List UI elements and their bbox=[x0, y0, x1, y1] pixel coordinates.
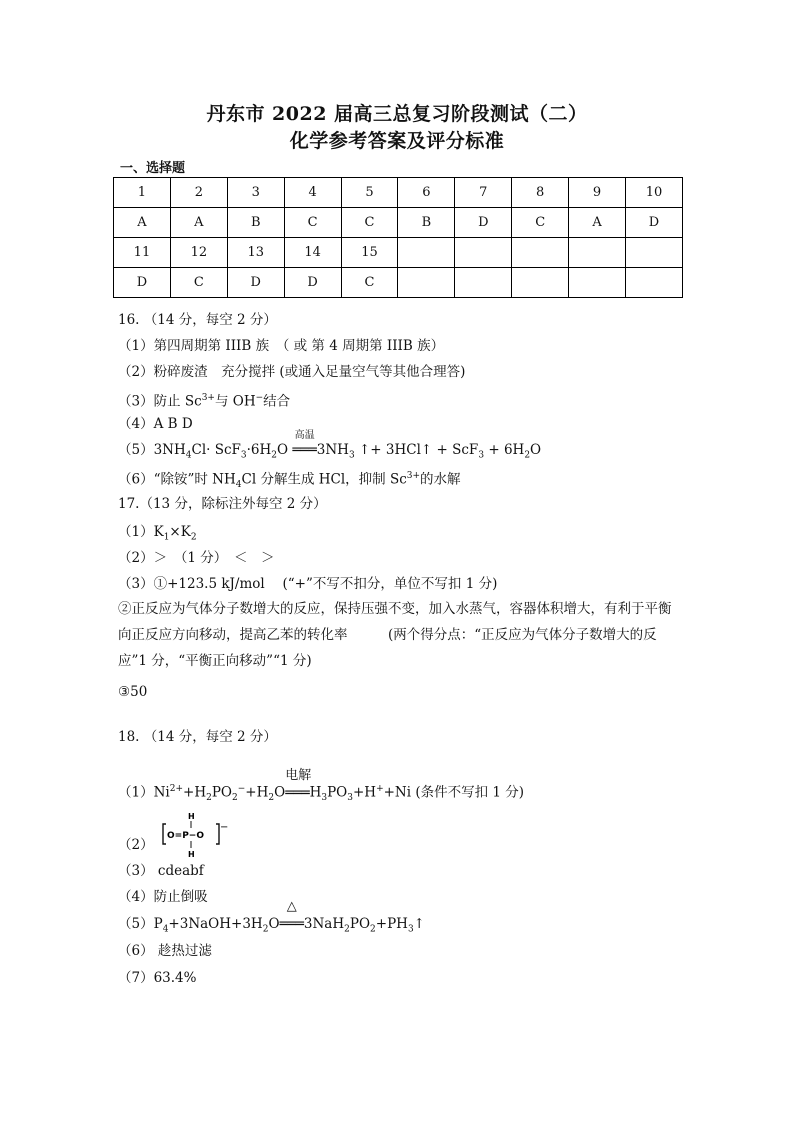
table-cell: C bbox=[341, 208, 398, 238]
reaction-condition bbox=[292, 430, 317, 459]
superscript: − bbox=[255, 393, 264, 403]
answer-table bbox=[113, 177, 683, 298]
table-cell: 7 bbox=[455, 178, 512, 208]
q17-header: 17.（13 分，除标注外每空 2 分） bbox=[118, 496, 327, 512]
title-line-2: 化学参考答案及评分标准 bbox=[289, 130, 505, 152]
q17-answer-3: （3）①+123.5 kJ/mol (“+”不写不扣分，单位不写扣 1 分) bbox=[118, 576, 498, 592]
table-cell bbox=[569, 268, 626, 298]
q16-answer-5: $(5)3NH_4Cl\cdot ScF_3\cdot 6H_2O$ 高温 $═══3NH_3$ ↑+ 3HCl↑ + $ScF_3 + 6H_2O$ bbox=[118, 441, 541, 465]
table-cell: 15 bbox=[341, 238, 398, 268]
q16-answer-4: （4）A B D bbox=[118, 416, 193, 432]
table-cell: D bbox=[626, 208, 683, 238]
table-cell: C bbox=[170, 268, 227, 298]
table-cell: A bbox=[114, 208, 171, 238]
reaction-condition: 电解 ═══ bbox=[285, 767, 312, 801]
table-row bbox=[114, 268, 683, 298]
table-cell: D bbox=[455, 208, 512, 238]
table-cell: 12 bbox=[170, 238, 227, 268]
table-row bbox=[114, 178, 683, 208]
q18-answer-3: （3） cdeabf bbox=[118, 863, 204, 879]
q18-answer-4: （4）防止倒吸 bbox=[118, 889, 208, 905]
table-cell: 1 bbox=[114, 178, 171, 208]
q18-answer-7: （7）63.4% bbox=[118, 970, 197, 986]
subscript: 1 bbox=[163, 532, 170, 543]
table-cell bbox=[569, 238, 626, 268]
table-cell: A bbox=[569, 208, 626, 238]
superscript: 3+ bbox=[201, 393, 215, 403]
table-cell: 14 bbox=[284, 238, 341, 268]
q17-answer-1 bbox=[118, 523, 197, 547]
q18-answer-5: $(5)P_4+3NaOH+3H_2O$ △ $═══3NaH_2PO_2+PH_3↑$ bbox=[118, 899, 425, 935]
table-cell: 5 bbox=[341, 178, 398, 208]
condition-label: 电解 bbox=[285, 767, 312, 783]
q16-answer-1: （1）第四周期第 IIIB 族 （ 或 第 4 周期第 IIIB 族） bbox=[118, 338, 445, 354]
q18-header: 18. （14 分，每空 2 分） bbox=[118, 729, 277, 745]
table-cell: B bbox=[227, 208, 284, 238]
text: ×K bbox=[169, 524, 191, 540]
table-cell bbox=[398, 238, 455, 268]
table-cell bbox=[455, 268, 512, 298]
table-cell: 9 bbox=[569, 178, 626, 208]
table-cell bbox=[512, 238, 569, 268]
hydrogen-top: H bbox=[188, 812, 195, 821]
text: （5）3NH bbox=[118, 442, 186, 458]
text: Cl 分解生成 HCl，抑制 Sc bbox=[241, 471, 407, 488]
table-cell bbox=[512, 268, 569, 298]
table-cell: C bbox=[341, 268, 398, 298]
q16-answer-3 bbox=[118, 389, 290, 411]
q16-answer-6: （6）“除铵”时 $NH_4Cl$ 分解生成 HCl，抑制 $Sc^{3+}$的水解 bbox=[118, 471, 461, 491]
title-line-1: 丹东市 2022 届高三总复习阶段测试（二） bbox=[206, 103, 588, 125]
text: (条件不写扣 1 分) bbox=[415, 784, 525, 801]
table-cell bbox=[398, 268, 455, 298]
text: （6）“除铵”时 NH bbox=[118, 471, 236, 488]
table-row bbox=[114, 208, 683, 238]
table-cell: 2 bbox=[170, 178, 227, 208]
text: 与 OH bbox=[214, 393, 256, 410]
structure-core: O=P−O bbox=[167, 831, 204, 841]
hypophosphite-structure bbox=[158, 808, 228, 860]
table-cell: 8 bbox=[512, 178, 569, 208]
subscript: 2 bbox=[190, 532, 197, 543]
table-cell: 3 bbox=[227, 178, 284, 208]
q18-answer-1: $(1)Ni^{2+}+H_2PO_2^-+H_2O$ 电解 $═══H_3PO_3+H^++Ni$ (条件不写扣 1 分) bbox=[118, 767, 525, 804]
q16-answer-2: （2）粉碎废渣 充分搅拌 (或通入足量空气等其他合理答) bbox=[118, 364, 466, 380]
charge: − bbox=[220, 822, 228, 833]
q17-answer-2: （2）＞ （1 分） ＜ ＞ bbox=[118, 550, 275, 566]
table-cell: 6 bbox=[398, 178, 455, 208]
table-cell: 10 bbox=[626, 178, 683, 208]
hydrogen-bottom: H bbox=[188, 850, 195, 859]
text: （3）防止 Sc bbox=[118, 393, 202, 410]
q17-answer-3-3: ③50 bbox=[118, 684, 148, 700]
text: 结合 bbox=[263, 393, 291, 410]
table-cell bbox=[626, 238, 683, 268]
heat-symbol: △ bbox=[286, 899, 297, 914]
text: （1）K bbox=[118, 524, 164, 540]
q18-answer-2-label: （2） bbox=[118, 837, 154, 853]
table-cell: 11 bbox=[114, 238, 171, 268]
table-cell: D bbox=[227, 268, 284, 298]
text: 的水解 bbox=[420, 471, 461, 488]
table-cell bbox=[626, 268, 683, 298]
table-cell bbox=[455, 238, 512, 268]
table-cell: A bbox=[170, 208, 227, 238]
q18-answer-6: （6） 趁热过滤 bbox=[118, 943, 212, 959]
table-cell: 4 bbox=[284, 178, 341, 208]
table-cell: D bbox=[114, 268, 171, 298]
q16-header: 16. （14 分，每空 2 分） bbox=[118, 312, 277, 328]
section-heading: 一、选择题 bbox=[120, 161, 186, 176]
table-cell: 13 bbox=[227, 238, 284, 268]
table-cell: C bbox=[284, 208, 341, 238]
reaction-condition: △ ═══ bbox=[279, 899, 304, 932]
table-cell: B bbox=[398, 208, 455, 238]
q17-answer-3-2: ②正反应为气体分子数增大的反应，保持压强不变，加入水蒸气，容器体积增大，有利于平衡向正反应方向移动，提高乙苯的转化率 (两个得分点：“正反应为气体分子数增大的反应”1 分，“平衡正向移动”“1 分) bbox=[118, 601, 672, 669]
table-cell: C bbox=[512, 208, 569, 238]
table-cell: D bbox=[284, 268, 341, 298]
equals-sign: ═══ bbox=[292, 442, 317, 458]
table-row bbox=[114, 238, 683, 268]
superscript: 3+ bbox=[406, 471, 421, 481]
condition-label: 高温 bbox=[294, 430, 315, 441]
